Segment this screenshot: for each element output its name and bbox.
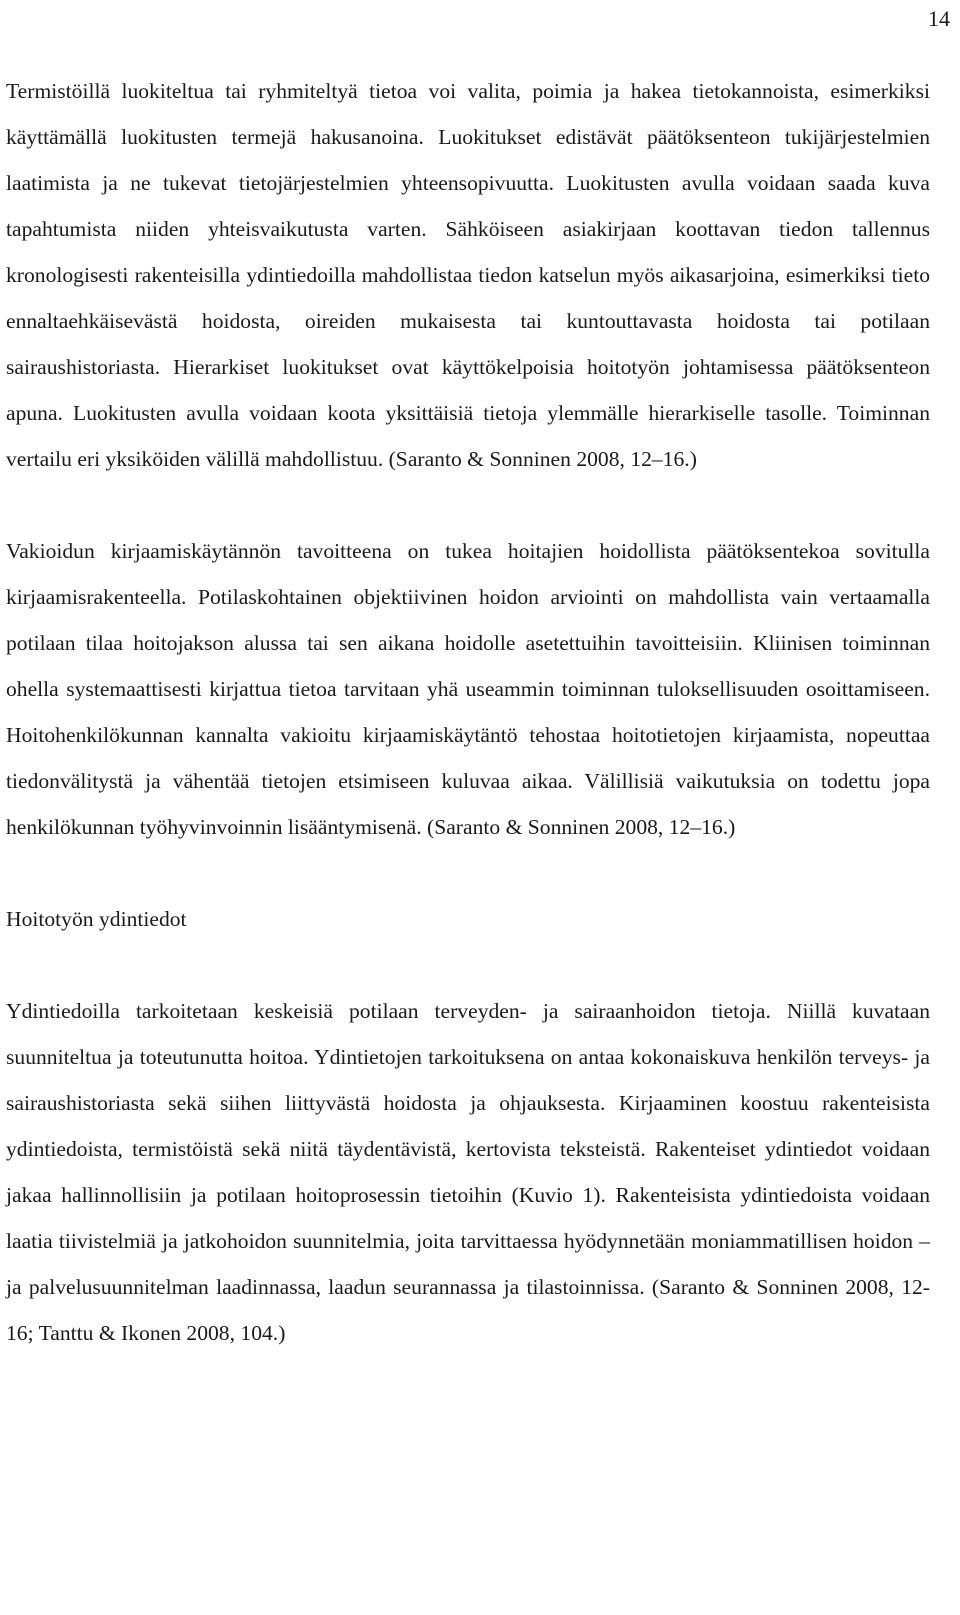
paragraph-core-data: Ydintiedoilla tarkoitetaan keskeisiä potilaan terveyden- ja sairaanhoidon tietoja. Niillä kuvataan suunniteltua ja toteutunutta hoitoa. Ydintietojen tarkoituksena on antaa kokonaiskuva henkilön terveys- ja sairaushistoriasta sekä siihen liittyvästä hoidosta ja ohjauksesta. Kirjaaminen koostuu rakenteisista ydintiedoista, termistöistä sekä niitä täydentävistä, kertovista teksteistä. Rakenteiset ydintiedot voidaan jakaa hallinnollisiin ja potilaan hoitoprosessin tietoihin (Kuvio 1). Rakenteisista ydintiedoista voidaan laatia tiivistelmiä ja jatkohoidon suunnitelmia, joita tarvittaessa hyödynnetään moniammatillisen hoidon – ja palvelusuunnitelman laadinnassa, laadun seurannassa ja tilastoinnissa. (Saranto & Sonninen 2008, 12- 16; Tanttu & Ikonen 2008, 104.) [6, 999, 930, 1345]
paragraph-standardized-documentation: Vakioidun kirjaamiskäytännön tavoitteena on tukea hoitajien hoidollista päätöksentekoa sovitulla kirjaamisrakenteella. Potilaskohtainen objektiivinen hoidon arviointi on mahdollista vain vertaamalla potilaan tilaa hoitojakson alussa tai sen aikana hoidolle asetettuihin tavoitteisiin. Kliinisen toiminnan ohella systemaattisesti kirjattua tietoa tarvitaan yhä useammin toiminnan tuloksellisuuden osoittamiseen. Hoitohenkilökunnan kannalta vakioitu kirjaamiskäytäntö tehostaa hoitotietojen kirjaamista, nopeuttaa tiedonvälitystä ja vähentää tietojen etsimiseen kuluvaa aikaa. Välillisiä vaikutuksia on todettu jopa henkilökunnan työhyvinvoinnin lisääntymisenä. (Saranto & Sonninen 2008, 12–16.) [6, 539, 930, 839]
document-body [6, 68, 930, 1356]
page-number: 14 [928, 6, 950, 31]
section-heading: Hoitotyön ydintiedot [6, 907, 187, 931]
paragraph-classifications: Termistöillä luokiteltua tai ryhmiteltyä tietoa voi valita, poimia ja hakea tietokannoista, esimerkiksi käyttämällä luokitusten termejä hakusanoina. Luokitukset edistävät päätöksenteon tukijärjestelmien laatimista ja ne tukevat tietojärjestelmien yhteensopivuutta. Luokitusten avulla voidaan saada kuva tapahtumista niiden yhteisvaikutusta varten. Sähköiseen asiakirjaan koottavan tiedon tallennus kronologisesti rakenteisilla ydintiedoilla mahdollistaa tiedon katselun myös aikasarjoina, esimerkiksi tieto ennaltaehkäisevästä hoidosta, oireiden mukaisesta tai kuntouttavasta hoidosta tai potilaan sairaushistoriasta. Hierarkiset luokitukset ovat käyttökelpoisia hoitotyön johtamisessa päätöksenteon apuna. Luokitusten avulla voidaan koota yksittäisiä tietoja ylemmälle hierarkiselle tasolle. Toiminnan vertailu eri yksiköiden välillä mahdollistuu. (Saranto & Sonninen 2008, 12–16.) [6, 79, 930, 471]
